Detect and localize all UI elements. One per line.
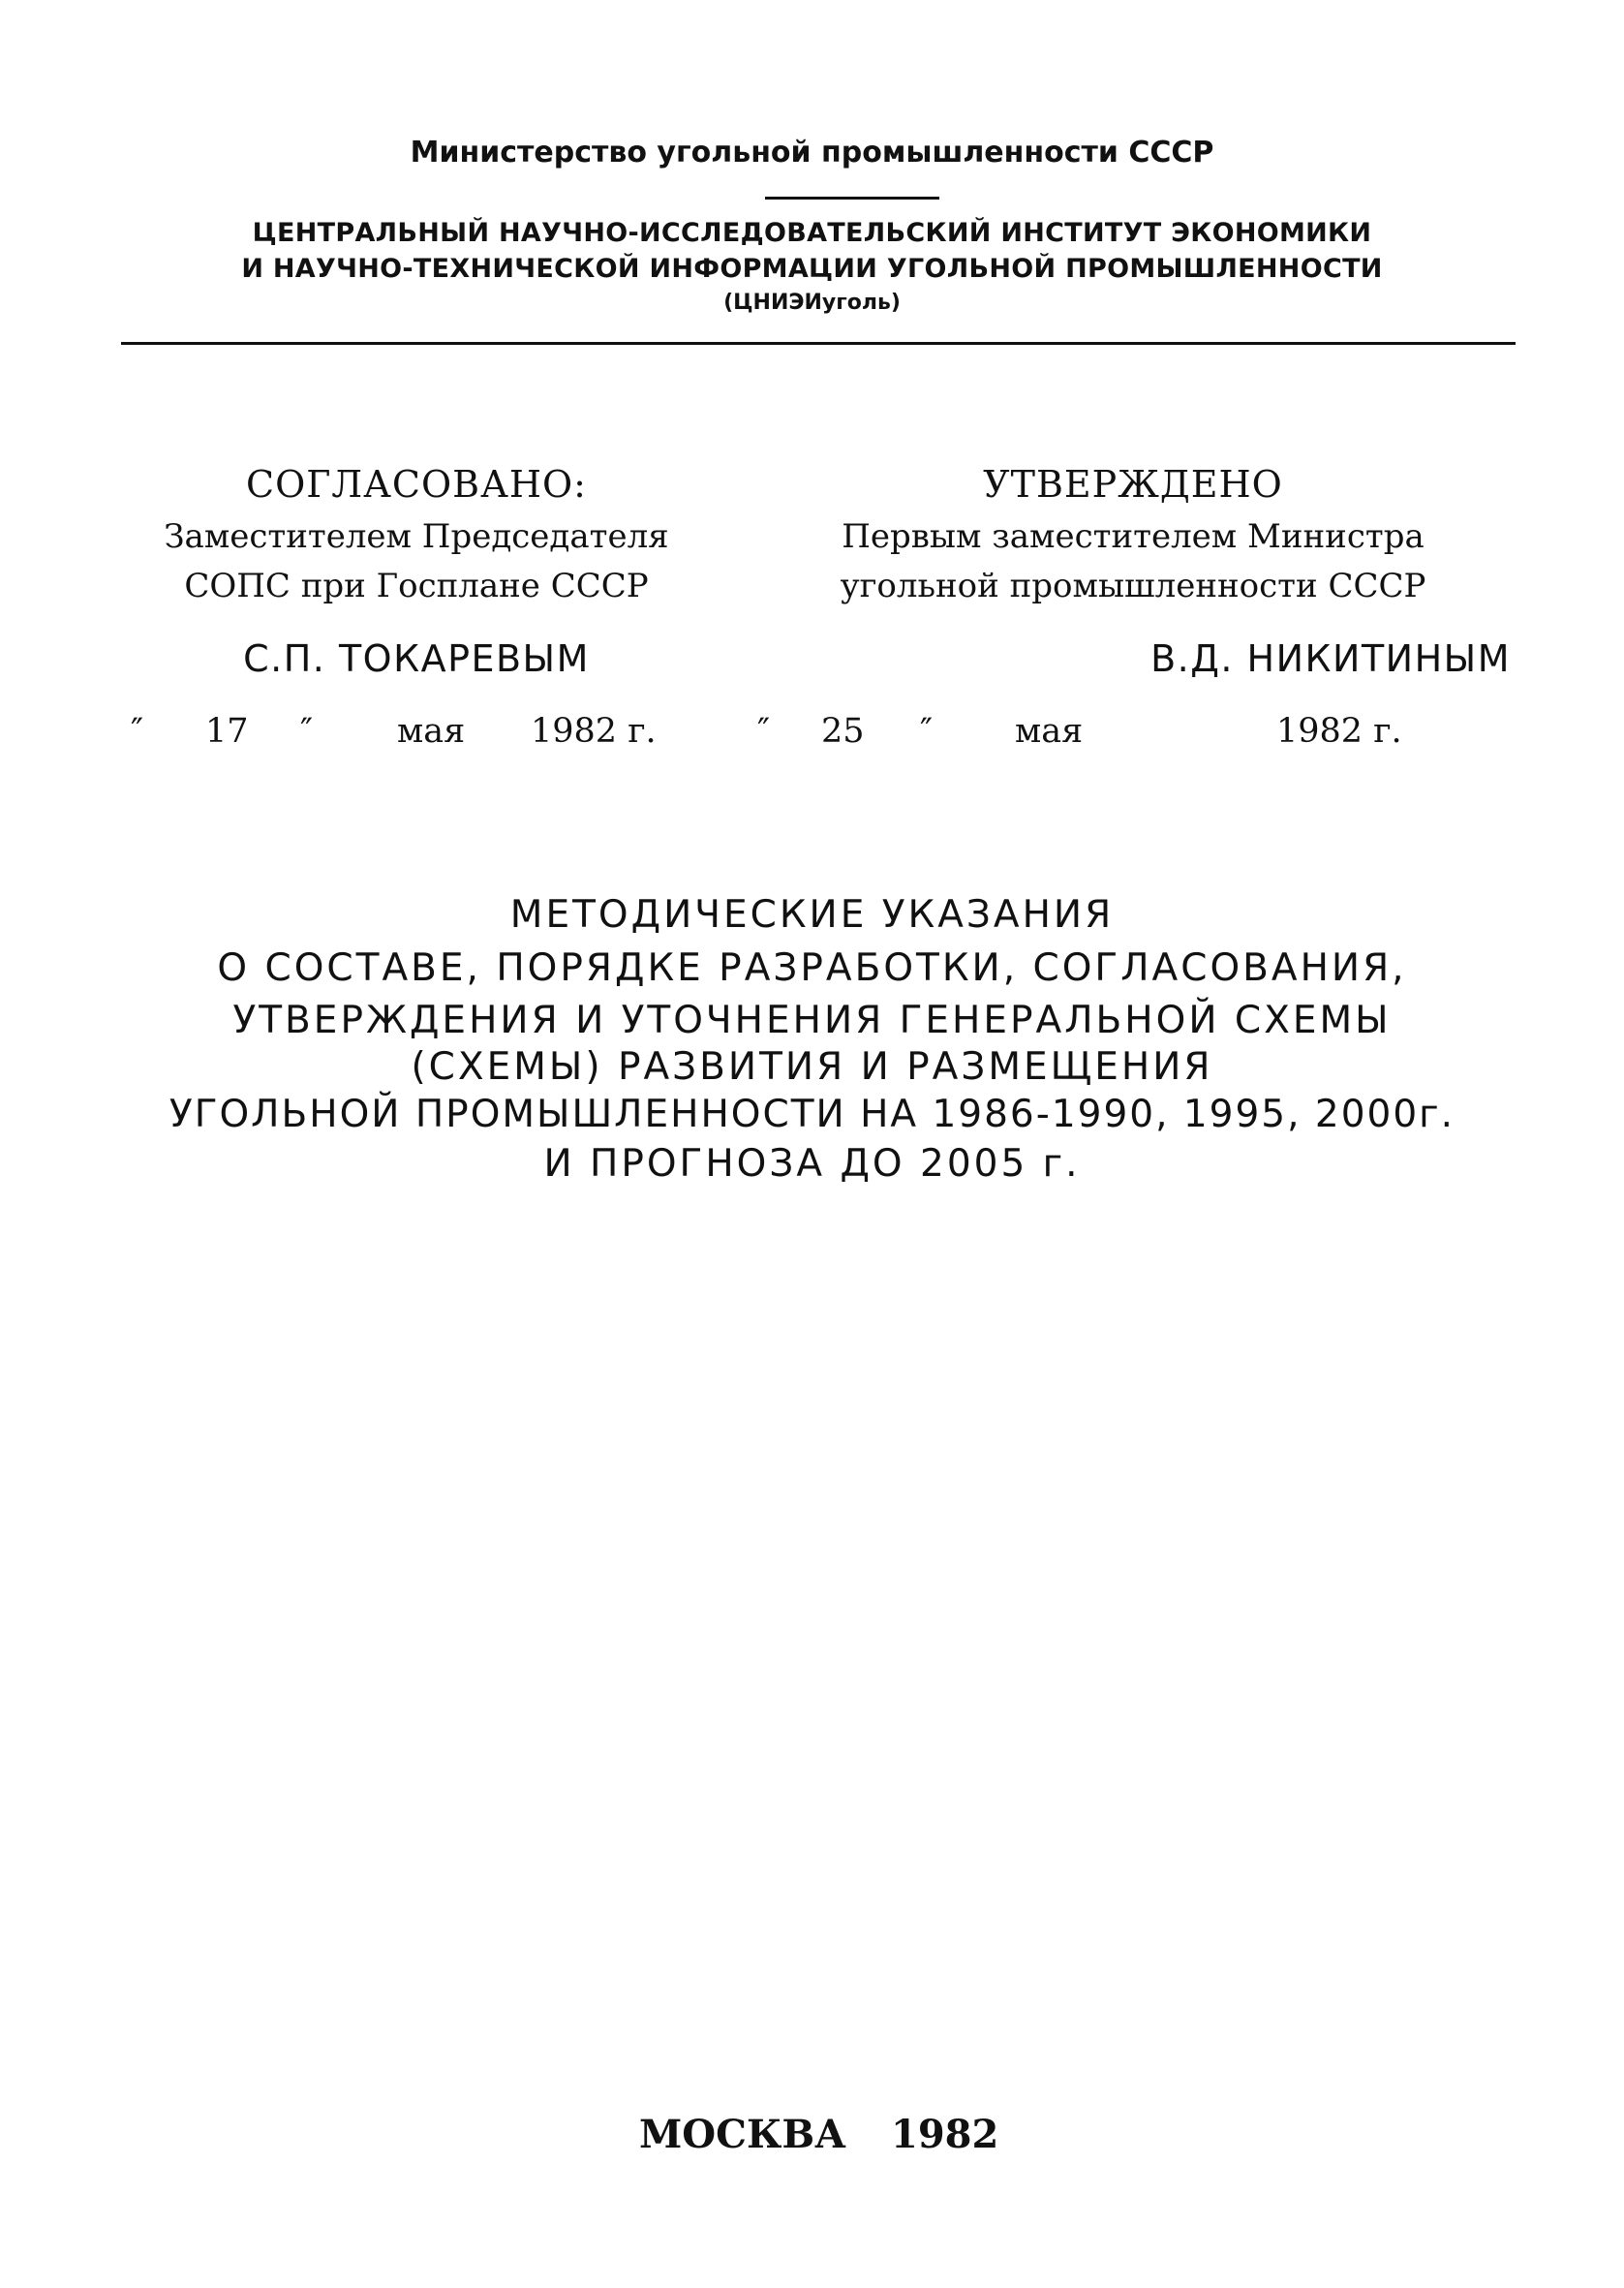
title-line-4: (СХЕМЫ) РАЗВИТИЯ И РАЗМЕЩЕНИЯ — [411, 1045, 1213, 1089]
institute-name-line-2: И НАУЧНО-ТЕХНИЧЕСКОЙ ИНФОРМАЦИИ УГОЛЬНОЙ ПРОМЫШЛЕННОСТИ — [241, 254, 1383, 284]
agreed-date-month: мая — [397, 712, 466, 751]
approved-date-year: 1982 г. — [1276, 712, 1402, 751]
title-line-1: МЕТОДИЧЕСКИЕ УКАЗАНИЯ — [509, 893, 1115, 937]
institute-abbreviation: (ЦНИЭИуголь) — [723, 291, 901, 315]
approved-heading: УТВЕРЖДЕНО — [983, 463, 1283, 506]
footer-city: МОСКВА — [639, 2112, 846, 2157]
title-line-5: УГОЛЬНОЙ ПРОМЫШЛЕННОСТИ НА 1986-1990, 1995, 2000г. — [169, 1093, 1455, 1136]
approved-date-day: 25 — [821, 712, 865, 751]
agreed-heading: СОГЛАСОВАНО: — [246, 463, 587, 506]
header-divider-short — [765, 197, 939, 200]
approved-line-1: Первым заместителем Министра — [842, 517, 1425, 556]
agreed-date-day: 17 — [205, 712, 249, 751]
approved-signatory: В.Д. НИКИТИНЫМ — [1150, 637, 1511, 680]
approved-line-2: угольной промышленности СССР — [840, 567, 1426, 605]
approved-date-open-quote: ″ — [757, 712, 771, 751]
title-line-6: И ПРОГНОЗА ДО 2005 г. — [543, 1142, 1081, 1186]
agreed-date-open-quote: ″ — [131, 712, 144, 751]
title-line-3: УТВЕРЖДЕНИЯ И УТОЧНЕНИЯ ГЕНЕРАЛЬНОЙ СХЕМЫ — [232, 999, 1392, 1042]
footer-year: 1982 — [891, 2112, 999, 2157]
ministry-name: Министерство угольной промышленности СССР — [410, 136, 1214, 170]
institute-name-line-1: ЦЕНТРАЛЬНЫЙ НАУЧНО-ИССЛЕДОВАТЕЛЬСКИЙ ИНСТИТУТ ЭКОНОМИКИ — [252, 218, 1372, 248]
approved-date-close-quote: ″ — [920, 712, 934, 751]
agreed-signatory: С.П. ТОКАРЕВЫМ — [243, 637, 590, 680]
approved-date-month: мая — [1015, 712, 1084, 751]
agreed-line-1: Заместителем Председателя — [164, 517, 669, 556]
agreed-date-close-quote: ″ — [300, 712, 314, 751]
header-divider-long — [121, 342, 1516, 345]
title-line-2: О СОСТАВЕ, ПОРЯДКЕ РАЗРАБОТКИ, СОГЛАСОВАНИЯ, — [217, 946, 1407, 990]
agreed-line-2: СОПС при Госплане СССР — [184, 567, 649, 605]
agreed-date-year: 1982 г. — [531, 712, 657, 751]
